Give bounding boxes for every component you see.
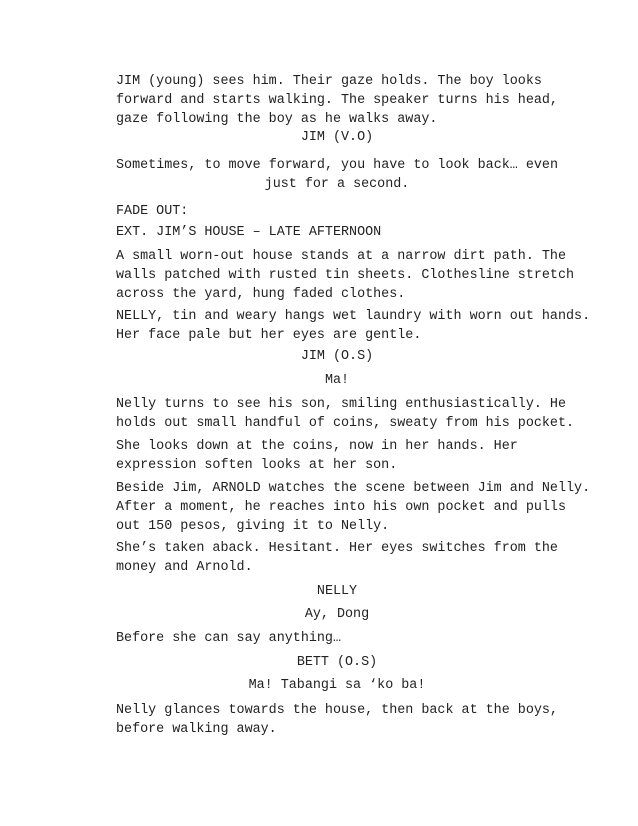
action-line: expression soften looks at her son. — [116, 458, 398, 473]
transition: FADE OUT: — [116, 204, 189, 219]
action-line: forward and starts walking. The speaker turns his head, — [116, 93, 558, 108]
action-line: walls patched with rusted tin sheets. Clothesline stretch — [116, 268, 575, 283]
action-line: NELLY, tin and weary hangs wet laundry with worn out hands. — [116, 309, 591, 324]
action-line: gaze following the boy as he walks away. — [116, 112, 438, 127]
dialogue-line: Ma! — [324, 373, 350, 388]
action-line: A small worn-out house stands at a narrow dirt path. The — [116, 249, 566, 264]
action-line: Her face pale but her eyes are gentle. — [116, 328, 422, 343]
character-cue: JIM (O.S) — [300, 349, 374, 364]
action-line: She’s taken aback. Hesitant. Her eyes switches from the — [116, 541, 558, 556]
action-line: before walking away. — [116, 722, 277, 737]
dialogue-line: Sometimes, to move forward, you have to look back… even — [116, 158, 558, 173]
dialogue-line: Ma! Tabangi sa ‘ko ba! — [248, 678, 426, 693]
action-line: money and Arnold. — [116, 560, 253, 575]
action-line: Beside Jim, ARNOLD watches the scene between Jim and Nelly. — [116, 481, 591, 496]
action-line: Nelly turns to see his son, smiling enthusiastically. He — [116, 397, 566, 412]
dialogue-line: Ay, Dong — [304, 607, 370, 622]
action-line: She looks down at the coins, now in her hands. Her — [116, 439, 518, 454]
action-line: across the yard, hung faded clothes. — [116, 287, 406, 302]
scene-heading: EXT. JIM’S HOUSE – LATE AFTERNOON — [116, 225, 382, 240]
action-line: holds out small handful of coins, sweaty from his pocket. — [116, 416, 575, 431]
action-line: JIM (young) sees him. Their gaze holds. The boy looks — [116, 74, 542, 89]
character-cue: JIM (V.O) — [300, 130, 374, 145]
action-line: Nelly glances towards the house, then back at the boys, — [116, 703, 558, 718]
action-line: Before she can say anything… — [116, 631, 341, 646]
dialogue-line: just for a second. — [264, 177, 410, 192]
action-line: After a moment, he reaches into his own pocket and pulls — [116, 500, 566, 515]
character-cue: NELLY — [316, 584, 358, 599]
action-line: out 150 pesos, giving it to Nelly. — [116, 519, 390, 534]
character-cue: BETT (O.S) — [296, 655, 378, 670]
